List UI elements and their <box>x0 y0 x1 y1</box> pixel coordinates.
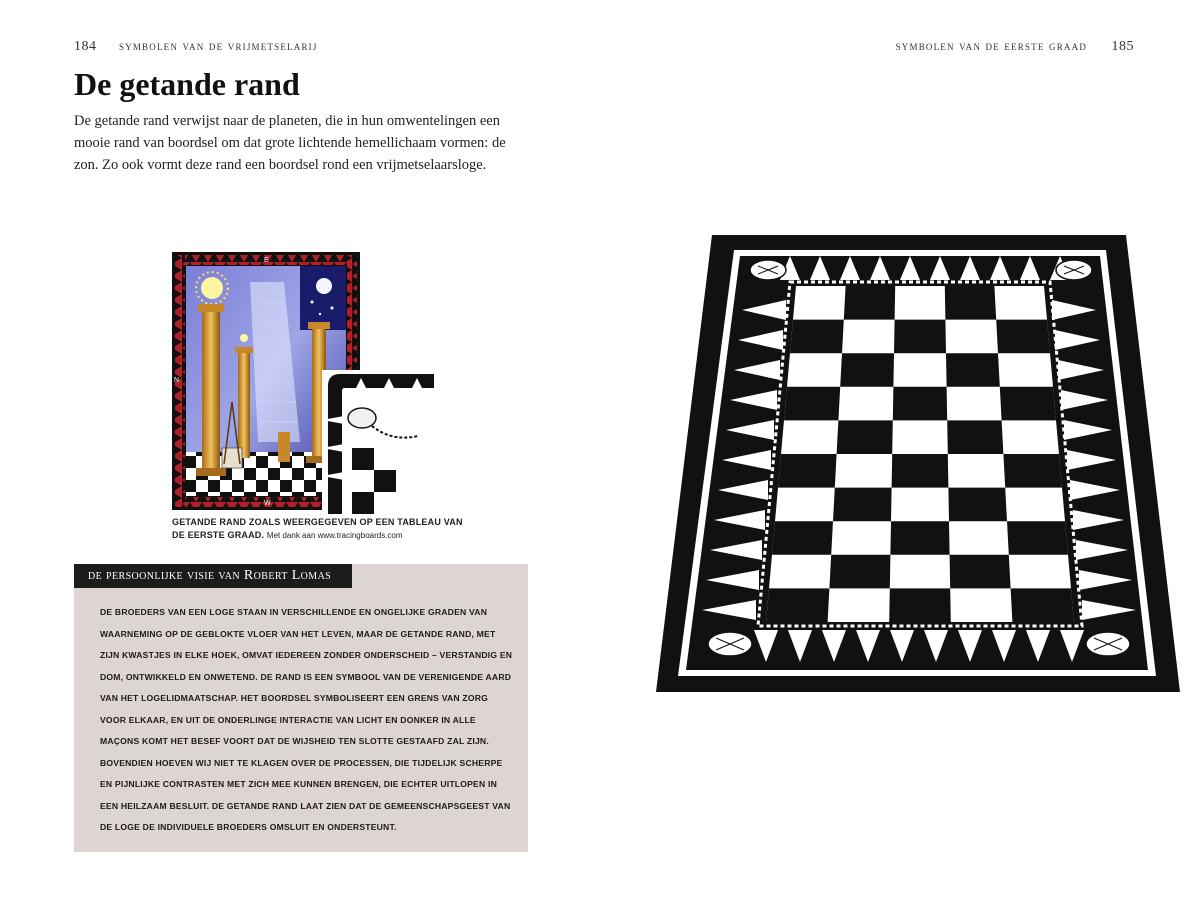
checker-square <box>778 454 837 488</box>
checker-square <box>766 588 829 622</box>
checker-square <box>947 420 1003 454</box>
tassel-icon <box>1056 260 1092 280</box>
checker-square <box>840 353 894 387</box>
tracing-board-illustration <box>172 252 434 514</box>
right-running-head <box>896 38 1134 55</box>
border-detail-inset <box>322 370 434 514</box>
checker-square <box>889 588 951 622</box>
checker-square <box>894 320 946 354</box>
checker-square <box>890 521 949 555</box>
sidebar-body: DE BROEDERS VAN EEN LOGE STAAN IN VERSCHILLENDE EN ONGELIJKE GRADEN VAN WAARNEMING OP DE GEBLOKTE VLOER VAN HET LEVEN, MAAR DE GETANDE RAND, MET ZIJN KWASTJES IN ELKE HOEK, OMVAT IEDEREEN ZONDER ONDERSCHEID – VERSTANDIG EN DOM, ONTWIKKELD EN ONWETEND. DE RAND IS EEN SYMBOOL VAN DE VERENIGENDE AARD VAN HET LOGELIDMAATSCHAP. HET BOORDSEL SYMBOLISEERT EEN GRENS VAN ZORG VOOR ELKAAR, EN UIT DE ONDERLINGE INTERACTIE VAN LICHT EN DONKER IN ALLE MAÇONS KOMT HET BESEF VOORT DAT DE WIJSHEID TEN SLOTTE GESTAAFD ZAL ZIJN. BOVENDIEN HOEVEN WIJ NIET TE KLAGEN OVER DE PROCESSEN, DIE TIJDELIJK SCHERPE EN PIJNLIJKE CONTRASTEN MET ZICH MEE KUNNEN BRENGEN, DIE ECHTER UITLOPEN IN EEN HEILZAAM BESLUIT. DE GETANDE RAND LAAT ZIEN DAT DE GEMEENSCHAPSGEEST VAN DE LOGE DE INDIVIDUELE BROEDERS OMSLUIT EN ONDERSTEUNT. <box>100 607 513 832</box>
checker-square <box>948 488 1007 522</box>
tassel-icon <box>750 260 786 280</box>
checker-square <box>772 521 833 555</box>
checker-square <box>784 387 840 421</box>
checker-square <box>833 488 892 522</box>
checker-square <box>1000 387 1056 421</box>
compass-west-label: W <box>264 500 271 507</box>
compass-north-label: N <box>174 377 180 384</box>
tassel-icon <box>708 632 752 656</box>
checkerboard <box>766 286 1074 622</box>
left-running-head <box>74 38 318 55</box>
checker-square <box>844 286 895 320</box>
checker-square <box>837 420 893 454</box>
right-running-head-text: symbolen van de eerste graad <box>895 38 1088 53</box>
page-title: De getande rand <box>74 66 300 102</box>
checker-square <box>1003 454 1062 488</box>
checkered-floor-illustration <box>650 230 1190 700</box>
caption-credit: Met dank aan www.tracingboards.com <box>266 531 403 540</box>
tassel-icon <box>1086 632 1130 656</box>
checker-square <box>996 320 1050 354</box>
checker-square <box>950 555 1011 589</box>
sidebar-title: de persoonlijke visie van Robert Lomas <box>74 564 352 588</box>
intro-paragraph: De getande rand verwijst naar de planeten, die in hun omwentelingen een mooie rand van boordsel om dat grote lichtende hemellichaam vormen: de zon. Zo ook vormt deze rand een boordsel rond een vrijmetselaarsloge. <box>74 113 506 173</box>
left-running-head-text: symbolen van de vrijmetselarij <box>118 38 318 53</box>
left-page-number: 184 <box>74 39 97 54</box>
checker-square <box>1011 588 1074 622</box>
figure-caption <box>172 516 472 542</box>
right-page-number: 185 <box>1111 39 1134 54</box>
tracing-board-svg <box>172 252 434 514</box>
checker-square <box>829 555 890 589</box>
checker-square <box>893 387 947 421</box>
caption-main: GETANDE RAND ZOALS WEERGEGEVEN OP EEN TABLEAU VAN DE EERSTE GRAAD. <box>172 517 463 540</box>
checkered-floor-svg <box>650 230 1190 700</box>
checker-square <box>790 320 844 354</box>
checker-square <box>945 286 996 320</box>
compass-east-label: E <box>264 257 269 264</box>
checker-square <box>946 353 1000 387</box>
sidebar-box <box>74 564 528 852</box>
checker-square <box>892 454 949 488</box>
tassel-icon <box>348 408 376 428</box>
moon-icon <box>316 278 332 294</box>
checker-square <box>1007 521 1068 555</box>
sun-icon <box>201 277 223 299</box>
